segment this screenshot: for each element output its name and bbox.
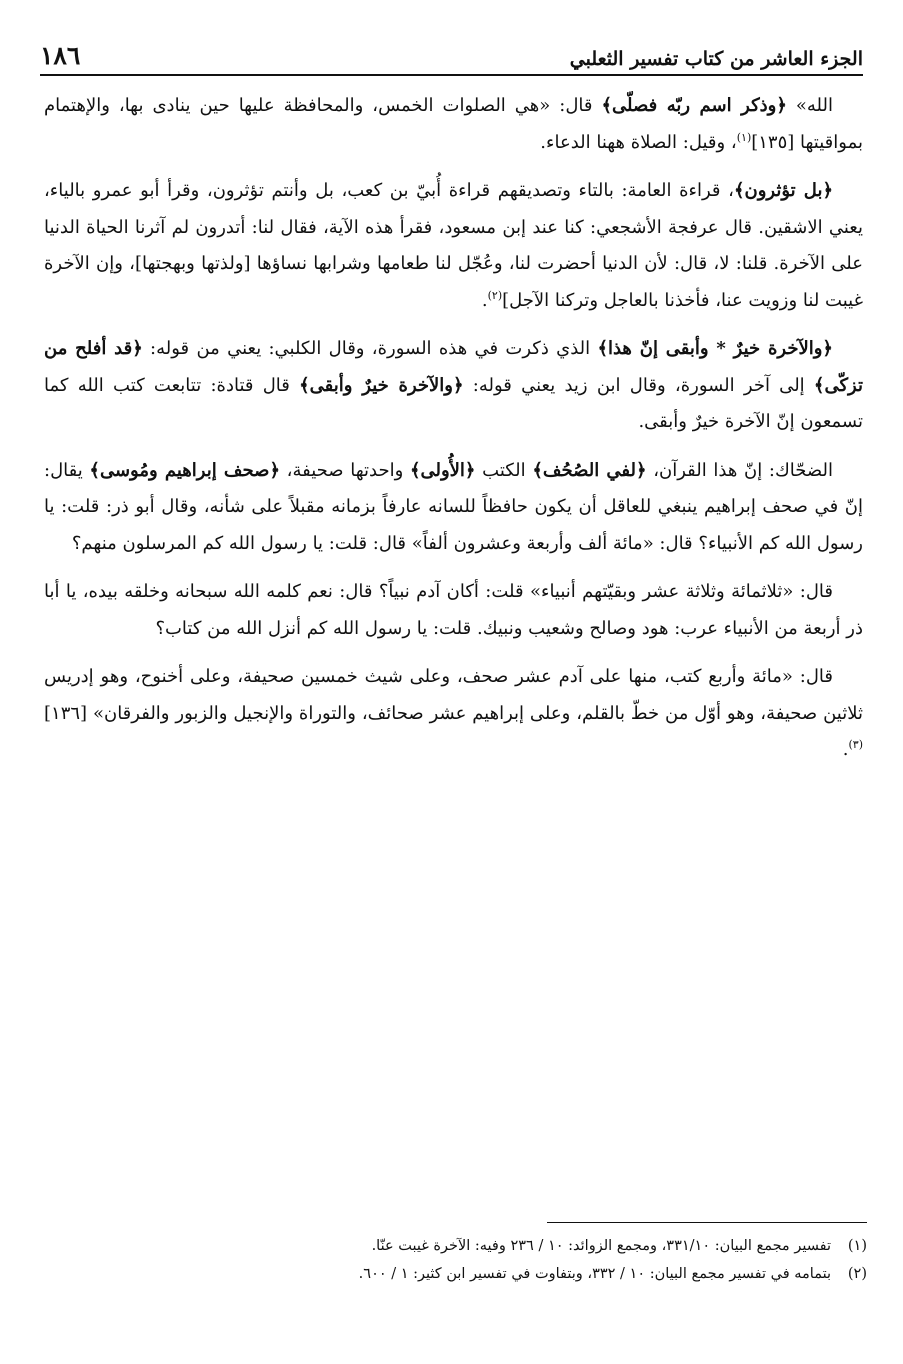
paragraph-text: يقال: إنّ في صحف إبراهيم ينبغي للعاقل أن يكون حافظاً للسانه عارفاً بزمانه مقبلاً على شأنه، وقال أبو ذر: قلت: يا رسول الله كم الأنبياء؟ قال: «مائة ألف وأربعة وعشرون ألفاً» قال: قلت: يا رسول الله كم المرسلون منهم؟: [44, 459, 863, 554]
footnote-ref: (١): [736, 130, 752, 144]
page-header: [40, 30, 863, 76]
paragraph-text: .: [481, 289, 488, 311]
paragraph-text: الذي ذكرت في هذه السورة، وقال الكلبي: يعني من قوله:: [142, 338, 598, 359]
paragraph-text: ، قراءة العامة: بالتاء وتصديقهم قراءة أُبيّ بن كعب، بل وأنتم تؤثرون، وقرأ أبو عمرو بالياء، يعني الاشقين. قال عرفجة الأشجعي: كنا عند إبن مسعود، فقرأ هذه الآية، فقال لنا: أتدرون لم آثرنا الحياة الدنيا على الآخرة. قلنا: لا، قال: لأن الدنيا أحضرت لنا، وعُجّل لنا طعامها وشرابها نساؤها [ولذتها وبهجتها]، وإن الآخرة غيبت لنا وزويت عنا، فأخذنا بالعاجل وتركنا الآجل]: [44, 180, 863, 311]
quran-quote: ﴿وذكر اسم ربّه فصلّى﴾: [601, 95, 787, 116]
footnote: [44, 1260, 867, 1288]
quran-quote: ﴿صحف إبراهيم ومُوسى﴾: [89, 459, 280, 481]
paragraph: [44, 173, 863, 319]
page-body: [44, 88, 863, 781]
paragraph-text: قال: «ثلاثمائة وثلاثة عشر وبقيّتهم أنبياء» قلت: أكان آدم نبياً؟ قال: نعم كلمه الله سبحانه وخلقه بيده، يا أبا ذر أربعة من الأنبياء عرب: هود وصالح وشعيب ونبيك. قلت: يا رسول الله كم أنزل الله من كتاب؟: [44, 581, 863, 639]
paragraph: [44, 331, 863, 441]
paragraph: [44, 574, 863, 647]
paragraph-text: إلى آخر السورة، وقال ابن زيد يعني قوله:: [463, 374, 814, 396]
footnote-ref: (٢): [487, 288, 503, 302]
quran-quote: ﴿قد أفلح من تزكّى﴾: [44, 338, 863, 396]
paragraph-text: الله»: [786, 95, 833, 116]
paragraph-text: قال: «هي الصلوات الخمس، والمحافظة عليها حين ينادى بها، والإهتمام بمواقيتها [١٣٥]: [44, 95, 863, 153]
paragraph: [44, 659, 863, 769]
running-title: الجزء العاشر من كتاب تفسير الثعلبي: [569, 48, 863, 70]
footnote-number: (٢): [847, 1266, 867, 1282]
quran-quote: ﴿والآخرة خيرٌ وأبقى﴾: [299, 374, 464, 396]
paragraph: [44, 88, 863, 161]
quran-quote: ﴿الأُولى﴾: [409, 459, 476, 481]
footnote-number: (١): [847, 1238, 867, 1254]
page-number: ١٨٦: [40, 41, 81, 70]
paragraph-text: قال قتادة: تتابعت كتب الله كما تسمعون إنّ الآخرة خيرٌ وأبقى.: [44, 374, 863, 432]
footnote-divider: [547, 1222, 867, 1223]
paragraph: [44, 453, 863, 563]
paragraph-text: ، وقيل: الصلاة ههنا الدعاء.: [540, 131, 737, 153]
footnote: [44, 1232, 867, 1260]
footnote-ref: (٣): [848, 738, 863, 751]
paragraph-text: الضحّاك: إنّ هذا القرآن،: [646, 459, 833, 481]
quran-quote: ﴿والآخرة خيرٌ * وأبقى إنّ هذا﴾: [597, 338, 833, 359]
footnote-text: بتمامه في تفسير مجمع البيان: ١٠ / ٣٣٢، وبتفاوت في تفسير ابن كثير: ١ / ٦٠٠.: [358, 1266, 831, 1282]
paragraph-text: قال: «مائة وأربع كتب، منها على آدم عشر صحف، وعلى شيث خمسين صحيفة، وعلى أخنوح، وهو إدريس ثلاثين صحيفة، وهو أوّل من خطّ بالقلم، وعلى إبراهيم عشر صحائف، والتوراة والإنجيل والزبور والفرقان» [١٣٦]: [44, 666, 863, 724]
footnotes: [44, 1232, 867, 1288]
quran-quote: ﴿لفي الصُحُف﴾: [532, 459, 647, 481]
footnote-text: تفسير مجمع البيان: ٣٣١/١٠، ومجمع الزوائد: ١٠ / ٢٣٦ وفيه: الآخرة غيبت عنّا.: [371, 1238, 831, 1254]
paragraph-text: واحدتها صحيفة،: [280, 459, 410, 481]
quran-quote: ﴿بل تؤثرون﴾: [733, 180, 833, 201]
paragraph-text: الكتب: [475, 459, 533, 481]
paragraph-text: .: [842, 739, 849, 760]
